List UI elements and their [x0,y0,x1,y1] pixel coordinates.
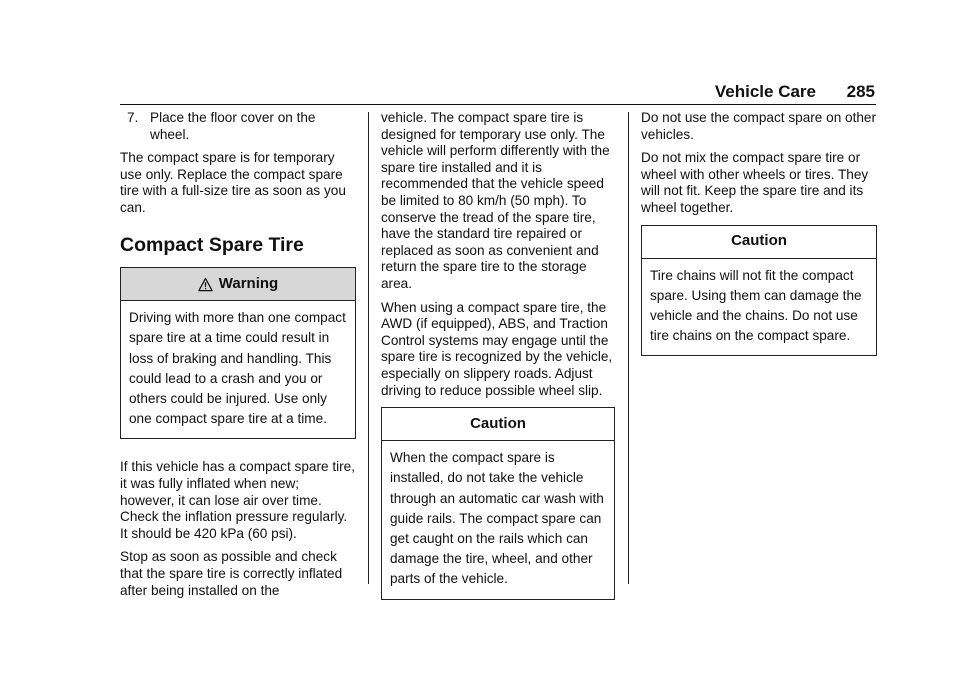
section-title: Vehicle Care [714,82,816,101]
caution-title: Caution [382,408,614,441]
warning-header [121,268,355,301]
paragraph: Do not use the compact spare on other vehicles. [641,110,877,142]
warning-box [120,267,356,439]
section-heading: Compact Spare Tire [120,233,304,256]
column-divider-2 [628,112,629,584]
step-item [120,110,356,143]
column-2 [381,110,615,614]
warning-triangle-icon [198,277,213,292]
caution-box [641,225,877,357]
warning-body: Driving with more than one compact spare tire at a time could result in loss of braking and handling. This could lead to a crash and you or others could be injured. Use only one compact spare tire at a time. [129,310,346,427]
step-number: 7. [127,110,139,125]
column-divider-1 [368,112,369,584]
paragraph: Stop as soon as possible and check that the spare tire is correctly inflated after being installed on the [120,549,343,598]
page-number: 285 [846,82,875,101]
paragraph: vehicle. The compact spare tire is designed for temporary use only. The vehicle will perform differently with the spare tire installed and it is recommended that the vehicle speed be limited to 80 km/h (50 mph). To conserve the tread of the spare tire, have the standard tire repaired or replaced as soon as convenient and return the spare tire to the storage area. [381,110,610,291]
paragraph: If this vehicle has a compact spare tire, it was fully inflated when new; however, it can lose air over time. Check the inflation pressure regularly. It should be 420 kPa (60 psi). [120,459,355,541]
paragraph: When using a compact spare tire, the AWD (if equipped), ABS, and Traction Control systems may engage until the spare tire is recognized by the vehicle, especially on slippery roads. Adjust driving to reduce possible wheel slip. [381,299,613,398]
paragraph: Do not mix the compact spare tire or wheel with other wheels or tires. They will not fit. Keep the spare tire and its wheel together. [641,150,869,215]
warning-title: Warning [218,274,279,292]
step-text: Place the floor cover on the wheel. [150,110,316,142]
caution-body: When the compact spare is installed, do not take the vehicle through an automatic car wash with guide rails. The compact spare can get caught on the rails which can damage the tire, wheel, and other parts of the vehicle. [390,450,604,587]
caution-title: Caution [642,226,876,259]
column-3 [641,110,877,370]
page-header [120,82,876,105]
column-1 [120,110,356,606]
paragraph: The compact spare is for temporary use only. Replace the compact spare tire with a full-size tire as soon as you can. [120,150,346,215]
caution-box [381,407,615,599]
caution-body: Tire chains will not fit the compact spare. Using them can damage the vehicle and the chains. Do not use tire chains on the compact spare. [650,267,862,344]
